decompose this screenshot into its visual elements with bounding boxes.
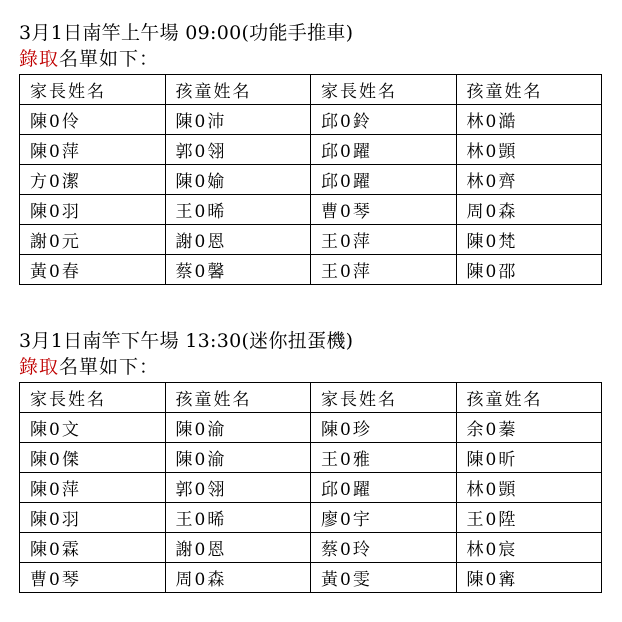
child-name-cell: 王0晞 <box>165 195 311 225</box>
child-name-cell: 林0澔 <box>456 105 602 135</box>
parent-name-cell: 陳0萍 <box>20 473 166 503</box>
child-name-cell: 陳0沛 <box>165 105 311 135</box>
list-label: 名單如下： <box>59 356 160 378</box>
table-row <box>20 165 602 195</box>
admitted-label: 錄取 <box>19 48 60 70</box>
parent-name-cell: 陳0羽 <box>20 195 166 225</box>
afternoon-session <box>19 328 601 593</box>
parent-name-cell: 王0雅 <box>311 443 457 473</box>
admitted-roster-table <box>19 382 602 593</box>
parent-name-cell: 陳0羽 <box>20 503 166 533</box>
child-name-cell: 郭0翎 <box>165 135 311 165</box>
child-name-cell: 周0森 <box>165 563 311 593</box>
header-child-name: 孩童姓名 <box>165 383 311 413</box>
parent-name-cell: 陳0傑 <box>20 443 166 473</box>
parent-name-cell: 黃0雯 <box>311 563 457 593</box>
child-name-cell: 陳0渝 <box>165 413 311 443</box>
parent-name-cell: 陳0萍 <box>20 135 166 165</box>
child-name-cell: 陳0梵 <box>456 225 602 255</box>
parent-name-cell: 方0潔 <box>20 165 166 195</box>
child-name-cell: 陳0渝 <box>165 443 311 473</box>
parent-name-cell: 邱0躍 <box>311 473 457 503</box>
table-row <box>20 225 602 255</box>
table-row <box>20 443 602 473</box>
child-name-cell: 周0森 <box>456 195 602 225</box>
header-parent-name: 家長姓名 <box>20 383 166 413</box>
child-name-cell: 林0顗 <box>456 135 602 165</box>
child-name-cell: 王0陞 <box>456 503 602 533</box>
parent-name-cell: 陳0霖 <box>20 533 166 563</box>
child-name-cell: 林0宸 <box>456 533 602 563</box>
admitted-list-caption <box>19 354 601 382</box>
parent-name-cell: 邱0躍 <box>311 135 457 165</box>
table-row <box>20 413 602 443</box>
child-name-cell: 郭0翎 <box>165 473 311 503</box>
child-name-cell: 林0齊 <box>456 165 602 195</box>
child-name-cell: 蔡0馨 <box>165 255 311 285</box>
table-header-row <box>20 75 602 105</box>
parent-name-cell: 黃0春 <box>20 255 166 285</box>
child-name-cell: 王0晞 <box>165 503 311 533</box>
parent-name-cell: 廖0宇 <box>311 503 457 533</box>
parent-name-cell: 蔡0玲 <box>311 533 457 563</box>
header-child-name: 孩童姓名 <box>165 75 311 105</box>
admitted-list-caption <box>19 46 601 74</box>
child-name-cell: 陳0媮 <box>165 165 311 195</box>
table-row <box>20 533 602 563</box>
parent-name-cell: 王0萍 <box>311 225 457 255</box>
table-row <box>20 563 602 593</box>
child-name-cell: 陳0邵 <box>456 255 602 285</box>
child-name-cell: 余0蓁 <box>456 413 602 443</box>
parent-name-cell: 王0萍 <box>311 255 457 285</box>
header-parent-name: 家長姓名 <box>311 383 457 413</box>
child-name-cell: 謝0恩 <box>165 533 311 563</box>
table-row <box>20 255 602 285</box>
parent-name-cell: 邱0躍 <box>311 165 457 195</box>
header-child-name: 孩童姓名 <box>456 383 602 413</box>
parent-name-cell: 陳0珍 <box>311 413 457 443</box>
table-row <box>20 473 602 503</box>
table-row <box>20 503 602 533</box>
admitted-label: 錄取 <box>19 356 60 378</box>
header-parent-name: 家長姓名 <box>20 75 166 105</box>
parent-name-cell: 曹0琴 <box>20 563 166 593</box>
header-child-name: 孩童姓名 <box>456 75 602 105</box>
parent-name-cell: 曹0琴 <box>311 195 457 225</box>
parent-name-cell: 邱0鈴 <box>311 105 457 135</box>
session-title: 3月1日南竿上午場 09:00(功能手推車) <box>19 22 354 44</box>
session-title: 3月1日南竿下午場 13:30(迷你扭蛋機) <box>19 330 354 352</box>
child-name-cell: 林0顗 <box>456 473 602 503</box>
child-name-cell: 陳0寗 <box>456 563 602 593</box>
child-name-cell: 陳0昕 <box>456 443 602 473</box>
list-label: 名單如下： <box>59 48 160 70</box>
child-name-cell: 謝0恩 <box>165 225 311 255</box>
table-row <box>20 105 602 135</box>
table-row <box>20 195 602 225</box>
morning-session <box>19 20 601 285</box>
parent-name-cell: 謝0元 <box>20 225 166 255</box>
parent-name-cell: 陳0伶 <box>20 105 166 135</box>
parent-name-cell: 陳0文 <box>20 413 166 443</box>
header-parent-name: 家長姓名 <box>311 75 457 105</box>
admitted-roster-table <box>19 74 602 285</box>
table-header-row <box>20 383 602 413</box>
table-row <box>20 135 602 165</box>
